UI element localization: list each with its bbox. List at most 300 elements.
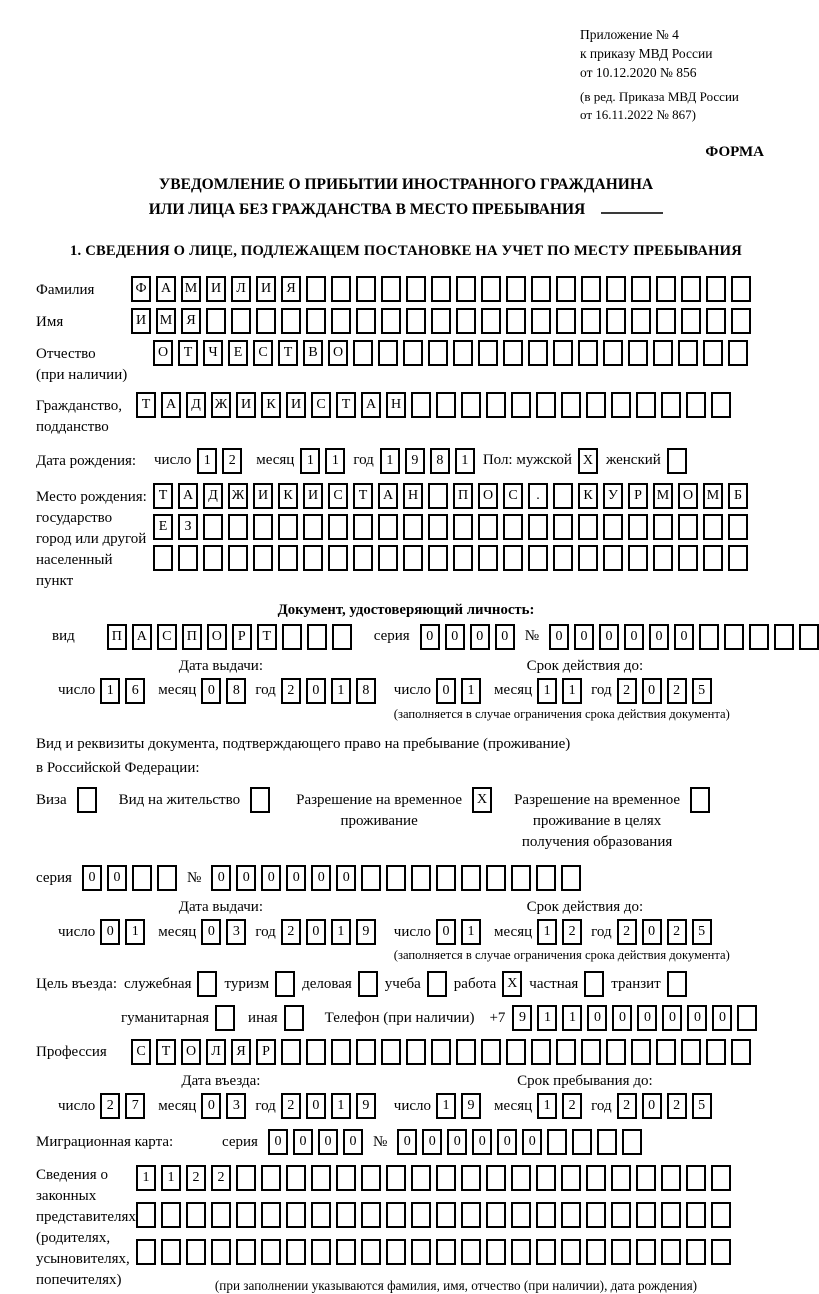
form-cell[interactable] [706,276,726,302]
form-cell[interactable] [306,1039,326,1065]
form-cell[interactable]: Ж [228,483,248,509]
form-cell[interactable] [211,1239,231,1265]
purpose-humanitarian-checkbox[interactable] [215,1005,235,1031]
identity-issue-year[interactable] [281,678,376,704]
sex-male-checkbox[interactable] [578,448,598,474]
form-cell[interactable]: 0 [318,1129,338,1155]
form-cell[interactable] [611,1239,631,1265]
form-cell[interactable]: Т [353,483,373,509]
form-cell[interactable]: 9 [405,448,425,474]
form-cell[interactable] [332,624,352,650]
form-cell[interactable] [478,340,498,366]
form-cell[interactable] [231,308,251,334]
form-cell[interactable] [328,545,348,571]
surname-field[interactable] [131,276,751,302]
form-cell[interactable]: Л [231,276,251,302]
form-cell[interactable] [661,1239,681,1265]
form-cell[interactable] [531,308,551,334]
form-cell[interactable]: С [157,624,177,650]
form-cell[interactable] [378,545,398,571]
form-cell[interactable] [731,276,751,302]
form-cell[interactable] [281,1039,301,1065]
form-cell[interactable]: 2 [617,1093,637,1119]
form-cell[interactable] [281,308,301,334]
form-cell[interactable] [578,514,598,540]
form-cell[interactable] [724,624,744,650]
form-cell[interactable] [77,787,97,813]
form-cell[interactable]: 0 [549,624,569,650]
form-cell[interactable] [381,276,401,302]
form-cell[interactable] [403,545,423,571]
form-cell[interactable] [553,340,573,366]
form-cell[interactable] [306,276,326,302]
form-cell[interactable]: М [181,276,201,302]
doc-number-field[interactable] [549,624,819,650]
form-cell[interactable] [528,340,548,366]
form-cell[interactable] [628,514,648,540]
form-cell[interactable] [631,1039,651,1065]
visa-checkbox[interactable] [77,787,97,813]
form-cell[interactable]: 8 [226,678,246,704]
form-cell[interactable]: X [502,971,522,997]
form-cell[interactable] [161,1239,181,1265]
form-cell[interactable] [406,1039,426,1065]
form-cell[interactable]: К [578,483,598,509]
form-cell[interactable] [553,514,573,540]
form-cell[interactable] [286,1239,306,1265]
form-cell[interactable]: 0 [470,624,490,650]
form-cell[interactable]: Е [153,514,173,540]
residence-number-field[interactable] [211,865,581,891]
form-cell[interactable] [236,1165,256,1191]
form-cell[interactable]: 1 [100,678,120,704]
representatives-row-3[interactable] [136,1239,731,1265]
form-cell[interactable]: 1 [300,448,320,474]
form-cell[interactable] [427,971,447,997]
form-cell[interactable] [597,1129,617,1155]
form-cell[interactable] [611,1165,631,1191]
form-cell[interactable]: О [678,483,698,509]
form-cell[interactable]: Ж [211,392,231,418]
form-cell[interactable] [731,1039,751,1065]
form-cell[interactable] [731,308,751,334]
form-cell[interactable]: 1 [380,448,400,474]
form-cell[interactable]: 0 [642,678,662,704]
form-cell[interactable] [461,1202,481,1228]
form-cell[interactable]: Н [386,392,406,418]
form-cell[interactable] [536,392,556,418]
form-cell[interactable] [690,787,710,813]
form-cell[interactable]: X [472,787,492,813]
form-cell[interactable] [486,865,506,891]
form-cell[interactable] [286,1165,306,1191]
form-cell[interactable] [661,392,681,418]
form-cell[interactable]: О [207,624,227,650]
form-cell[interactable]: М [156,308,176,334]
form-cell[interactable]: И [236,392,256,418]
form-cell[interactable] [586,1239,606,1265]
form-cell[interactable] [561,1239,581,1265]
form-cell[interactable]: 1 [537,678,557,704]
form-cell[interactable] [453,545,473,571]
form-cell[interactable] [250,787,270,813]
form-cell[interactable] [278,545,298,571]
form-cell[interactable]: 0 [662,1005,682,1031]
form-cell[interactable] [215,1005,235,1031]
form-cell[interactable] [561,1165,581,1191]
form-cell[interactable] [331,276,351,302]
form-cell[interactable]: 2 [617,678,637,704]
form-cell[interactable]: И [256,276,276,302]
form-cell[interactable] [136,1239,156,1265]
form-cell[interactable] [358,971,378,997]
form-cell[interactable] [186,1239,206,1265]
form-cell[interactable]: 0 [82,865,102,891]
form-cell[interactable]: 0 [336,865,356,891]
form-cell[interactable]: 0 [599,624,619,650]
form-cell[interactable]: 2 [281,1093,301,1119]
identity-issue-month[interactable] [201,678,246,704]
form-cell[interactable] [328,514,348,540]
form-cell[interactable]: 9 [461,1093,481,1119]
form-cell[interactable]: Ч [203,340,223,366]
form-cell[interactable] [331,1039,351,1065]
form-cell[interactable] [586,1165,606,1191]
form-cell[interactable] [236,1239,256,1265]
form-cell[interactable]: 0 [286,865,306,891]
form-cell[interactable]: 1 [537,919,557,945]
form-cell[interactable]: С [131,1039,151,1065]
form-cell[interactable] [506,1039,526,1065]
residence-expiry-day[interactable] [436,919,481,945]
form-cell[interactable] [506,276,526,302]
form-cell[interactable]: 0 [397,1129,417,1155]
form-cell[interactable] [353,514,373,540]
form-cell[interactable] [456,1039,476,1065]
representatives-row-1[interactable] [136,1165,731,1191]
form-cell[interactable]: 9 [512,1005,532,1031]
form-cell[interactable]: И [303,483,323,509]
form-cell[interactable] [728,545,748,571]
form-cell[interactable]: С [311,392,331,418]
form-cell[interactable]: 2 [562,919,582,945]
form-cell[interactable] [656,308,676,334]
form-cell[interactable] [686,1165,706,1191]
form-cell[interactable]: 0 [472,1129,492,1155]
form-cell[interactable]: 0 [497,1129,517,1155]
form-cell[interactable] [386,1239,406,1265]
form-cell[interactable] [431,1039,451,1065]
form-cell[interactable]: И [253,483,273,509]
form-cell[interactable]: Н [403,483,423,509]
form-cell[interactable] [711,1202,731,1228]
form-cell[interactable]: 0 [642,919,662,945]
form-cell[interactable] [667,448,687,474]
purpose-study-checkbox[interactable] [427,971,447,997]
citizenship-field[interactable] [136,392,731,418]
form-cell[interactable] [453,340,473,366]
form-cell[interactable] [136,1202,156,1228]
form-cell[interactable] [631,308,651,334]
form-cell[interactable]: Т [136,392,156,418]
form-cell[interactable] [603,514,623,540]
form-cell[interactable] [303,545,323,571]
form-cell[interactable]: Т [178,340,198,366]
form-cell[interactable] [386,1202,406,1228]
doc-type-field[interactable] [107,624,352,650]
form-cell[interactable] [531,276,551,302]
form-cell[interactable]: 1 [436,1093,456,1119]
form-cell[interactable] [381,308,401,334]
form-cell[interactable] [503,340,523,366]
form-cell[interactable]: К [261,392,281,418]
form-cell[interactable]: И [131,308,151,334]
temporary-residence-checkbox[interactable] [472,787,492,813]
form-cell[interactable] [436,1202,456,1228]
form-cell[interactable] [361,1202,381,1228]
form-cell[interactable] [253,545,273,571]
form-cell[interactable]: 1 [325,448,345,474]
representatives-row-2[interactable] [136,1202,731,1228]
form-cell[interactable] [681,276,701,302]
form-cell[interactable]: А [378,483,398,509]
form-cell[interactable] [678,545,698,571]
form-cell[interactable]: 0 [637,1005,657,1031]
form-cell[interactable] [653,340,673,366]
form-cell[interactable] [699,624,719,650]
form-cell[interactable] [486,1165,506,1191]
form-cell[interactable]: 1 [455,448,475,474]
form-cell[interactable] [486,1202,506,1228]
form-cell[interactable]: Р [628,483,648,509]
form-cell[interactable]: У [603,483,623,509]
form-cell[interactable]: Л [206,1039,226,1065]
form-cell[interactable]: 0 [306,919,326,945]
form-cell[interactable] [161,1202,181,1228]
residence-series-field[interactable] [82,865,177,891]
form-cell[interactable] [581,1039,601,1065]
purpose-transit-checkbox[interactable] [667,971,687,997]
form-cell[interactable]: Я [281,276,301,302]
form-cell[interactable] [706,1039,726,1065]
form-cell[interactable]: С [253,340,273,366]
form-cell[interactable]: 0 [201,919,221,945]
form-cell[interactable] [411,1165,431,1191]
form-cell[interactable]: И [206,276,226,302]
form-cell[interactable] [286,1202,306,1228]
form-cell[interactable]: 0 [495,624,515,650]
form-cell[interactable]: Р [232,624,252,650]
form-cell[interactable]: К [278,483,298,509]
form-cell[interactable] [436,1239,456,1265]
form-cell[interactable] [556,276,576,302]
form-cell[interactable]: Д [186,392,206,418]
form-cell[interactable] [378,340,398,366]
form-cell[interactable]: 2 [562,1093,582,1119]
form-cell[interactable]: М [653,483,673,509]
form-cell[interactable]: В [303,340,323,366]
form-cell[interactable]: 0 [107,865,127,891]
form-cell[interactable]: . [528,483,548,509]
form-cell[interactable] [428,514,448,540]
residence-permit-checkbox[interactable] [250,787,270,813]
form-cell[interactable]: О [181,1039,201,1065]
form-cell[interactable] [236,1202,256,1228]
form-cell[interactable] [157,865,177,891]
form-cell[interactable] [378,514,398,540]
form-cell[interactable]: С [503,483,523,509]
form-cell[interactable] [361,1239,381,1265]
form-cell[interactable]: Ф [131,276,151,302]
form-cell[interactable]: О [153,340,173,366]
form-cell[interactable]: 0 [574,624,594,650]
form-cell[interactable]: О [328,340,348,366]
form-cell[interactable]: 2 [617,919,637,945]
form-cell[interactable] [197,971,217,997]
form-cell[interactable] [678,340,698,366]
form-cell[interactable] [686,1239,706,1265]
form-cell[interactable] [486,392,506,418]
form-cell[interactable] [253,514,273,540]
form-cell[interactable] [636,392,656,418]
form-cell[interactable]: 1 [461,919,481,945]
form-cell[interactable]: Р [256,1039,276,1065]
form-cell[interactable] [561,1202,581,1228]
form-cell[interactable]: 5 [692,678,712,704]
form-cell[interactable] [361,1165,381,1191]
form-cell[interactable] [428,545,448,571]
form-cell[interactable]: 2 [667,678,687,704]
form-cell[interactable] [581,308,601,334]
purpose-tourism-checkbox[interactable] [275,971,295,997]
form-cell[interactable] [653,514,673,540]
form-cell[interactable] [211,1202,231,1228]
form-cell[interactable]: 9 [356,919,376,945]
form-cell[interactable] [547,1129,567,1155]
patronymic-field[interactable] [153,340,748,366]
form-cell[interactable] [436,1165,456,1191]
form-cell[interactable] [506,308,526,334]
form-cell[interactable] [306,308,326,334]
residence-expiry-month[interactable] [537,919,582,945]
form-cell[interactable]: 0 [712,1005,732,1031]
birthplace-row-1[interactable] [153,483,748,509]
profession-field[interactable] [131,1039,751,1065]
form-cell[interactable]: А [156,276,176,302]
form-cell[interactable]: 0 [642,1093,662,1119]
form-cell[interactable] [411,1202,431,1228]
form-cell[interactable] [586,1202,606,1228]
form-cell[interactable] [411,1239,431,1265]
identity-issue-day[interactable] [100,678,145,704]
form-cell[interactable] [606,308,626,334]
form-cell[interactable] [431,276,451,302]
form-cell[interactable] [406,308,426,334]
form-cell[interactable] [503,514,523,540]
form-cell[interactable] [711,1239,731,1265]
form-cell[interactable]: Я [181,308,201,334]
form-cell[interactable]: 0 [211,865,231,891]
phone-field[interactable] [512,1005,757,1031]
form-cell[interactable] [636,1202,656,1228]
form-cell[interactable] [311,1202,331,1228]
form-cell[interactable] [356,276,376,302]
form-cell[interactable]: 7 [125,1093,145,1119]
form-cell[interactable] [436,865,456,891]
purpose-official-checkbox[interactable] [197,971,217,997]
form-cell[interactable] [656,1039,676,1065]
purpose-business-checkbox[interactable] [358,971,378,997]
form-cell[interactable]: А [361,392,381,418]
form-cell[interactable]: 2 [100,1093,120,1119]
form-cell[interactable]: 9 [356,1093,376,1119]
form-cell[interactable]: 1 [125,919,145,945]
form-cell[interactable] [681,1039,701,1065]
purpose-private-checkbox[interactable] [584,971,604,997]
form-cell[interactable]: Д [203,483,223,509]
form-cell[interactable]: 8 [356,678,376,704]
sex-female-checkbox[interactable] [667,448,687,474]
form-cell[interactable] [737,1005,757,1031]
form-cell[interactable]: 0 [306,1093,326,1119]
form-cell[interactable]: 3 [226,919,246,945]
form-cell[interactable] [536,1165,556,1191]
identity-expiry-year[interactable] [617,678,712,704]
form-cell[interactable] [478,545,498,571]
form-cell[interactable]: 1 [537,1093,557,1119]
form-cell[interactable]: С [328,483,348,509]
form-cell[interactable] [661,1202,681,1228]
form-cell[interactable] [336,1239,356,1265]
form-cell[interactable]: 0 [624,624,644,650]
form-cell[interactable] [667,971,687,997]
form-cell[interactable]: Б [728,483,748,509]
form-cell[interactable] [728,340,748,366]
doc-series-field[interactable] [420,624,515,650]
form-cell[interactable] [406,276,426,302]
form-cell[interactable] [661,1165,681,1191]
form-cell[interactable] [553,545,573,571]
form-cell[interactable] [603,545,623,571]
form-cell[interactable]: 2 [281,678,301,704]
form-cell[interactable]: Т [278,340,298,366]
form-cell[interactable] [584,971,604,997]
form-cell[interactable]: 5 [692,919,712,945]
temporary-residence-education-checkbox[interactable] [690,787,710,813]
form-cell[interactable] [511,392,531,418]
form-cell[interactable]: Т [153,483,173,509]
form-cell[interactable]: 1 [331,678,351,704]
form-cell[interactable]: 0 [436,678,456,704]
form-cell[interactable]: 1 [537,1005,557,1031]
form-cell[interactable]: А [132,624,152,650]
form-cell[interactable] [261,1239,281,1265]
form-cell[interactable] [311,1239,331,1265]
form-cell[interactable] [799,624,819,650]
form-cell[interactable]: 0 [293,1129,313,1155]
form-cell[interactable] [553,483,573,509]
residence-expiry-year[interactable] [617,919,712,945]
form-cell[interactable] [153,545,173,571]
form-cell[interactable] [307,624,327,650]
form-cell[interactable] [656,276,676,302]
form-cell[interactable] [203,545,223,571]
form-cell[interactable] [528,514,548,540]
form-cell[interactable] [581,276,601,302]
form-cell[interactable] [561,865,581,891]
form-cell[interactable] [511,1202,531,1228]
form-cell[interactable]: П [182,624,202,650]
